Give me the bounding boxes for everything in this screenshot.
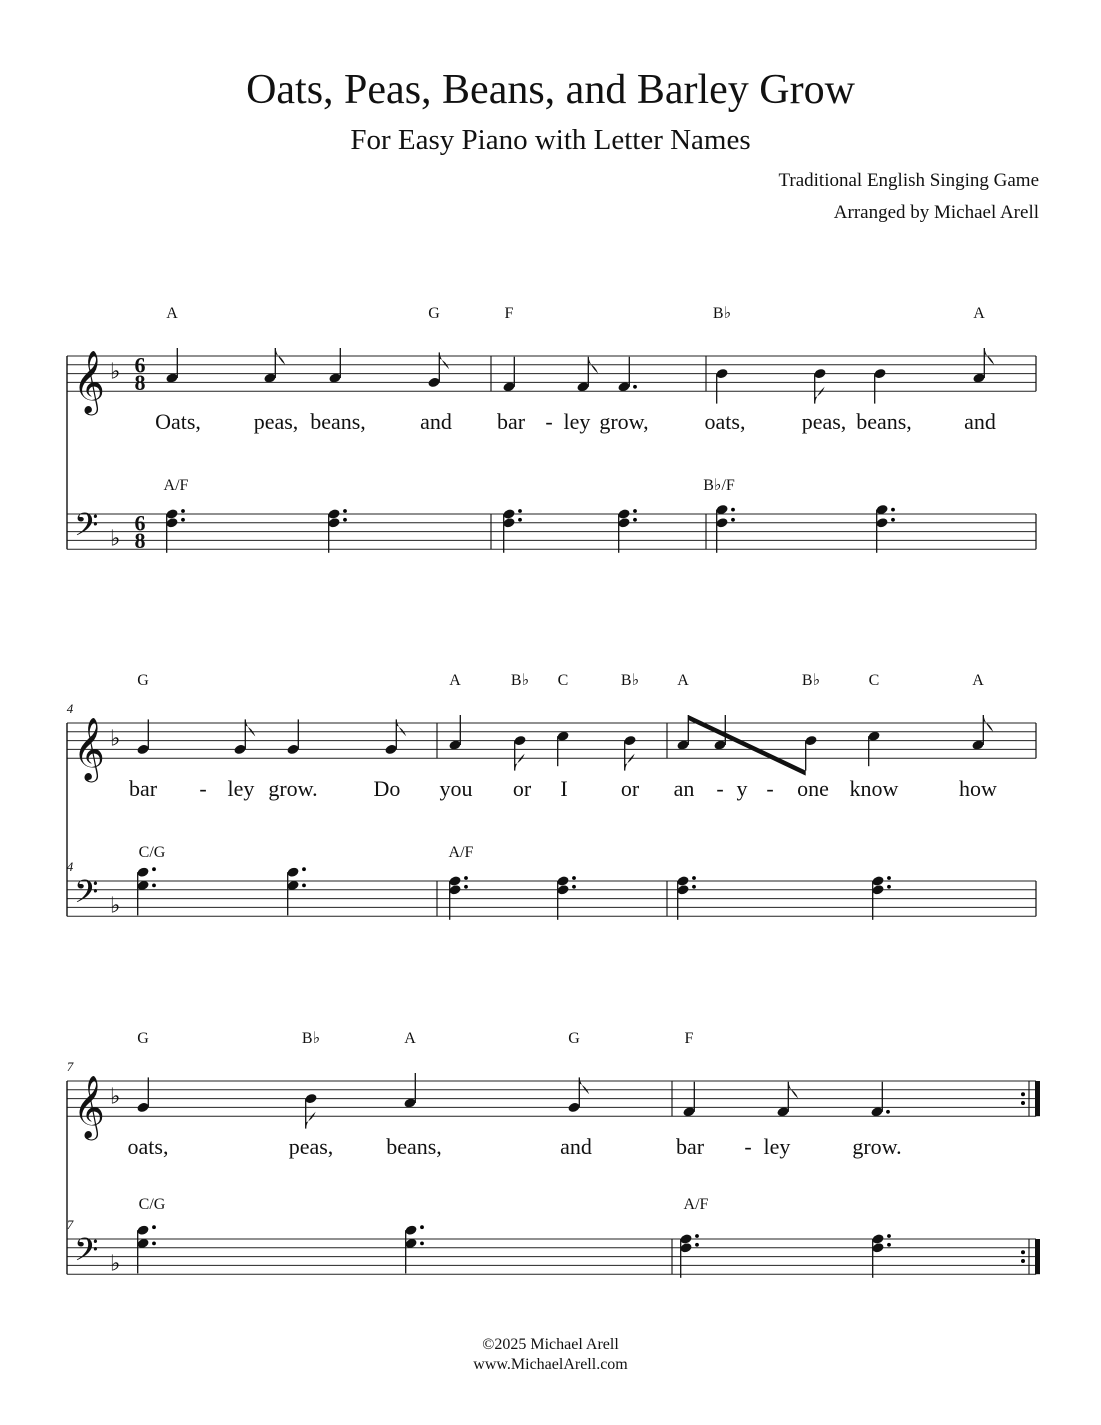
augmentation-dot (152, 867, 156, 871)
repeat-dot (1021, 1250, 1025, 1254)
augmentation-dot (152, 884, 156, 888)
lyric-syllable: beans, (310, 409, 366, 434)
chord-name-label: C/G (138, 844, 166, 861)
note-name-label: B♭ (801, 672, 821, 689)
website-link[interactable]: www.MichaelArell.com (473, 1356, 628, 1373)
time-signature-numerator: 6 (134, 510, 146, 536)
augmentation-dot (181, 518, 185, 522)
time-signature-numerator: 6 (134, 352, 146, 378)
repeat-thick-barline (1035, 1239, 1040, 1274)
lyric-syllable: peas, (253, 409, 299, 434)
lyric-syllable: - (545, 409, 553, 434)
note-name-label: G (137, 1030, 149, 1047)
note-name-label: A (677, 672, 689, 689)
lyric-syllable: or (512, 776, 532, 801)
augmentation-dot (572, 876, 576, 880)
lyric-syllable: - (716, 776, 724, 801)
measure-number: 7 (66, 1059, 74, 1074)
augmentation-dot (152, 1225, 156, 1229)
augmentation-dot (731, 518, 735, 522)
key-signature-flat-icon: ♭ (110, 1251, 121, 1277)
lyric-syllable: - (199, 776, 207, 801)
note-beam (688, 715, 805, 776)
eighth-flag (245, 719, 255, 736)
note-name-label: A (166, 305, 178, 322)
note-name-label: C (557, 672, 569, 689)
lyric-syllable: Oats, (155, 409, 201, 434)
lyric-syllable: bar (496, 409, 526, 434)
lyric-syllable: I (560, 776, 568, 801)
lyric-syllable: grow. (852, 1134, 902, 1159)
augmentation-dot (887, 1243, 891, 1247)
augmentation-dot (887, 885, 891, 889)
augmentation-dot (152, 1242, 156, 1246)
augmentation-dot (302, 884, 306, 888)
augmentation-dot (464, 885, 468, 889)
augmentation-dot (891, 518, 895, 522)
treble-clef-icon: 𝄞 (73, 1075, 105, 1139)
note-name-label: A (404, 1030, 416, 1047)
key-signature-flat-icon: ♭ (110, 526, 121, 552)
lyric-syllable: ley (227, 776, 255, 801)
lyric-syllable: know (849, 776, 899, 801)
note-name-label: C (868, 672, 880, 689)
measure-number: 4 (66, 701, 74, 716)
note-name-label: B♭ (301, 1030, 321, 1047)
augmentation-dot (695, 1234, 699, 1238)
eighth-flag (515, 754, 525, 771)
augmentation-dot (302, 867, 306, 871)
bass-clef-icon: 𝄢 (74, 1231, 99, 1276)
augmentation-dot (343, 518, 347, 522)
lyric-syllable: ley (563, 409, 591, 434)
lyric-syllable: oats, (127, 1134, 169, 1159)
note-name-label: B♭ (712, 305, 732, 322)
chord-name-label: A/F (163, 477, 189, 494)
repeat-dot (1021, 1101, 1025, 1105)
note-name-label: G (137, 672, 149, 689)
bass-clef-icon: 𝄢 (74, 873, 99, 918)
lyric-syllable: - (766, 776, 774, 801)
augmentation-dot (518, 518, 522, 522)
copyright-notice: ©2025 Michael Arell (482, 1336, 619, 1353)
augmentation-dot (633, 385, 637, 389)
augmentation-dot (891, 508, 895, 512)
note-name-label: B♭ (620, 672, 640, 689)
augmentation-dot (572, 885, 576, 889)
augmentation-dot (692, 885, 696, 889)
lyric-syllable: you (439, 776, 473, 801)
augmentation-dot (886, 1110, 890, 1114)
lyric-syllable: one (797, 776, 829, 801)
note-name-label: B♭ (510, 672, 530, 689)
repeat-dot (1021, 1092, 1025, 1096)
note-name-label: F (504, 305, 514, 322)
measure-number: 4 (66, 859, 74, 874)
measure-number: 7 (66, 1217, 74, 1232)
lyric-syllable: grow. (268, 776, 318, 801)
chord-name-label: A/F (683, 1196, 709, 1213)
time-signature-denominator: 8 (134, 528, 146, 554)
repeat-dot (1021, 1259, 1025, 1263)
eighth-flag (306, 1112, 316, 1129)
page-subtitle: For Easy Piano with Letter Names (350, 124, 751, 156)
key-signature-flat-icon: ♭ (110, 893, 121, 919)
lyric-syllable: peas, (801, 409, 847, 434)
chord-name-label: B♭/F (703, 477, 735, 494)
note-name-label: A (972, 672, 984, 689)
augmentation-dot (633, 518, 637, 522)
lyric-syllable: oats, (704, 409, 746, 434)
augmentation-dot (464, 876, 468, 880)
lyric-syllable: and (420, 409, 452, 434)
eighth-flag (625, 754, 635, 771)
time-signature-denominator: 8 (134, 370, 146, 396)
augmentation-dot (633, 509, 637, 513)
lyric-syllable: beans, (856, 409, 912, 434)
chord-name-label: C/G (138, 1196, 166, 1213)
arranger-credit: Arranged by Michael Arell (833, 202, 1039, 223)
treble-clef-icon: 𝄞 (73, 717, 105, 781)
note-name-label: G (568, 1030, 580, 1047)
note-name-label: F (684, 1030, 694, 1047)
eighth-flag (815, 387, 825, 404)
augmentation-dot (518, 509, 522, 513)
lyric-syllable: grow, (599, 409, 649, 434)
lyric-syllable: ley (763, 1134, 791, 1159)
augmentation-dot (695, 1243, 699, 1247)
augmentation-dot (692, 876, 696, 880)
key-signature-flat-icon: ♭ (110, 726, 121, 752)
lyric-syllable: beans, (386, 1134, 442, 1159)
note-name-label: A (973, 305, 985, 322)
augmentation-dot (887, 876, 891, 880)
lyric-syllable: bar (675, 1134, 705, 1159)
bass-clef-icon: 𝄢 (74, 506, 99, 551)
lyric-syllable: - (744, 1134, 752, 1159)
note-name-label: A (449, 672, 461, 689)
lyric-syllable: and (560, 1134, 592, 1159)
composer-credit: Traditional English Singing Game (778, 170, 1039, 191)
augmentation-dot (420, 1242, 424, 1246)
eighth-flag (396, 719, 406, 736)
lyric-syllable: y (736, 776, 748, 801)
eighth-flag (439, 352, 449, 369)
key-signature-flat-icon: ♭ (110, 1084, 121, 1110)
repeat-thick-barline (1035, 1081, 1040, 1116)
lyric-syllable: Do (373, 776, 401, 801)
augmentation-dot (731, 508, 735, 512)
augmentation-dot (420, 1225, 424, 1229)
augmentation-dot (181, 509, 185, 513)
lyric-syllable: and (964, 409, 996, 434)
lyric-syllable: bar (128, 776, 158, 801)
lyric-syllable: how (959, 776, 997, 801)
lyric-syllable: peas, (288, 1134, 334, 1159)
page-title: Oats, Peas, Beans, and Barley Grow (246, 67, 855, 113)
treble-clef-icon: 𝄞 (73, 350, 105, 414)
eighth-flag (579, 1077, 589, 1094)
note-name-label: G (428, 305, 440, 322)
augmentation-dot (887, 1234, 891, 1238)
lyric-syllable: or (620, 776, 640, 801)
lyric-syllable: an (673, 776, 695, 801)
key-signature-flat-icon: ♭ (110, 359, 121, 385)
chord-name-label: A/F (448, 844, 474, 861)
augmentation-dot (343, 509, 347, 513)
